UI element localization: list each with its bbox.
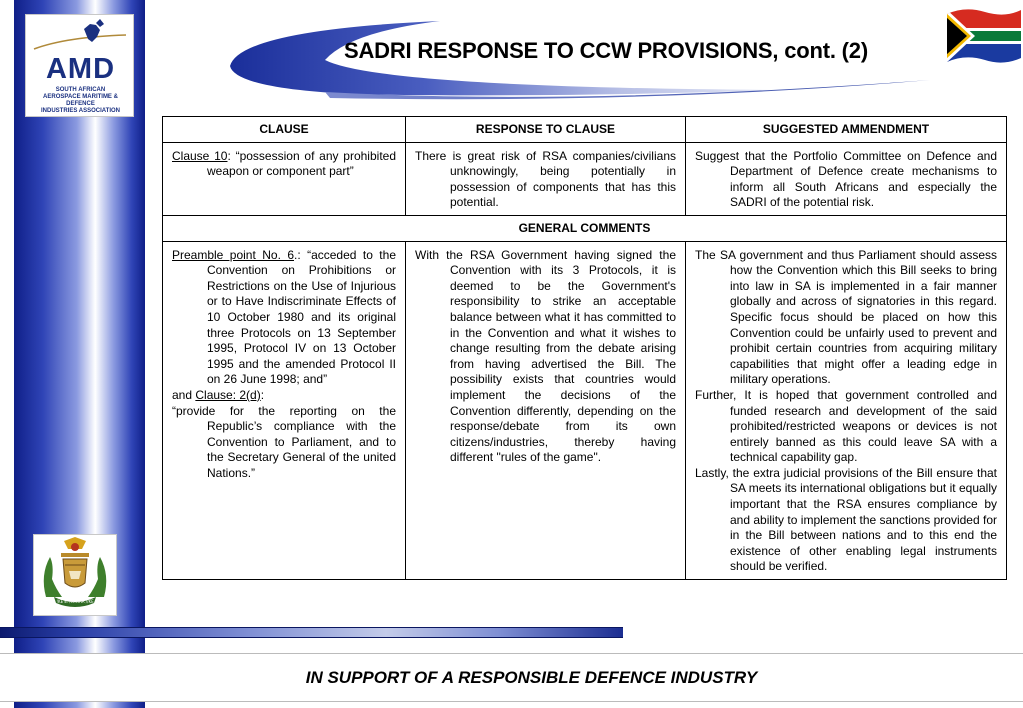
amd-logo	[25, 14, 134, 117]
column-header-response: RESPONSE TO CLAUSE	[406, 117, 686, 143]
amendment-text: Suggest that the Portfolio Committee on Defence and Department of Defence create mechanisms to inform all South Africans and especially the SADRI of the potential risk.	[695, 148, 997, 210]
table-cell-clause	[163, 241, 406, 579]
page-title: SADRI RESPONSE TO CCW PROVISIONS, cont. (2)	[344, 38, 868, 63]
coat-of-arms	[33, 534, 117, 616]
footer-slogan: IN SUPPORT OF A RESPONSIBLE DEFENCE INDUSTRY	[305, 668, 758, 687]
logo-subtitle: SOUTH AFRICAN AEROSPACE MARITIME & DEFENCE INDUSTRIES ASSOCIATION	[40, 87, 120, 114]
table-cell-response	[406, 241, 686, 579]
ccw-provisions-table	[162, 116, 1007, 580]
coat-of-arms-icon	[34, 535, 116, 615]
table-cell-amendment	[686, 241, 1007, 579]
clause-reference: Clause 10	[172, 148, 228, 163]
preamble-reference: Preamble point No. 6	[172, 247, 294, 262]
column-header-clause: CLAUSE	[163, 117, 406, 143]
preamble-text: .: “acceded to the Convention on Prohibitions or Restrictions on the Use of Injurious or to Have Indiscriminate Effects of 10 October 1980 and its original three Protocols on 13 September 1995, Protocol IV on 13 October 1995 and the amended Protocol II on 26 June 1998; and”	[207, 247, 396, 387]
table-header-row	[163, 117, 1007, 143]
provide-text: “provide for the reporting on the Republic’s compliance with the Convention to Parliament, and to the Secretary General of the united Nations.”	[172, 403, 396, 480]
amendment-paragraph-1: The SA government and thus Parliament should assess how the Convention which this Bill seeks to bring into law in SA is implemented in a fair manner globally and across of signatories in this regard. Specific focus should be placed on how this Convention could be unfairly used to prevent and prohibit certain countries from acquiring military capabilities that might offer a leading edge in military operations.	[695, 247, 997, 387]
table-cell-amendment	[686, 142, 1007, 215]
amendment-paragraph-2: Further, It is hoped that government controlled and funded research and development of the said prohibited/restricted weapons or devices is not entirely banned as this could leave SA with a technical capability gap.	[695, 387, 997, 465]
table-cell-response	[406, 142, 686, 215]
amendment-paragraph-3: Lastly, the extra judicial provisions of the Bill ensure that SA meets its international obligations but it equally important that the RSA ensures compliance by and ability to implement the sanctions provided for in the Bill between nations and to this end the existence of other enabling legal instruments should be verified.	[695, 465, 997, 574]
general-comments-heading: GENERAL COMMENTS	[163, 215, 1007, 241]
general-comments-row	[163, 215, 1007, 241]
response-text: With the RSA Government having signed the Convention with its 3 Protocols, it is deemed to be the Government's responsibility to strike an acceptable balance between what it has committed to in the Convention and what it wishes to change resulting from the debate arising from having advertised the Bill. The possibility exists that countries would implement the decisions of the Convention differently, depending on the response/debate from its own citizens/industries, thereby having different "rules of the game".	[415, 247, 676, 465]
footer	[0, 653, 1023, 702]
column-header-amendment: SUGGESTED AMMENDMENT	[686, 117, 1007, 143]
bottom-decorative-bar	[0, 627, 623, 638]
and-prefix: and	[172, 387, 196, 402]
africa-swoosh-icon	[26, 15, 135, 55]
clause-suffix: :	[260, 387, 265, 402]
svg-text:!KE E: /XARRA //KE: !KE E: /XARRA //KE	[56, 599, 94, 604]
table-row	[163, 142, 1007, 215]
table-row	[163, 241, 1007, 579]
response-text: There is great risk of RSA companies/civilians unknowingly, being potentially in possession of components that has this potential.	[415, 148, 676, 210]
clause-text: : “possession of any prohibited weapon or component part”	[207, 148, 396, 179]
south-africa-flag-icon	[945, 6, 1023, 66]
clause-reference: Clause: 2(d)	[195, 387, 261, 402]
logo-title: AMD	[45, 53, 116, 85]
table-cell-clause	[163, 142, 406, 215]
